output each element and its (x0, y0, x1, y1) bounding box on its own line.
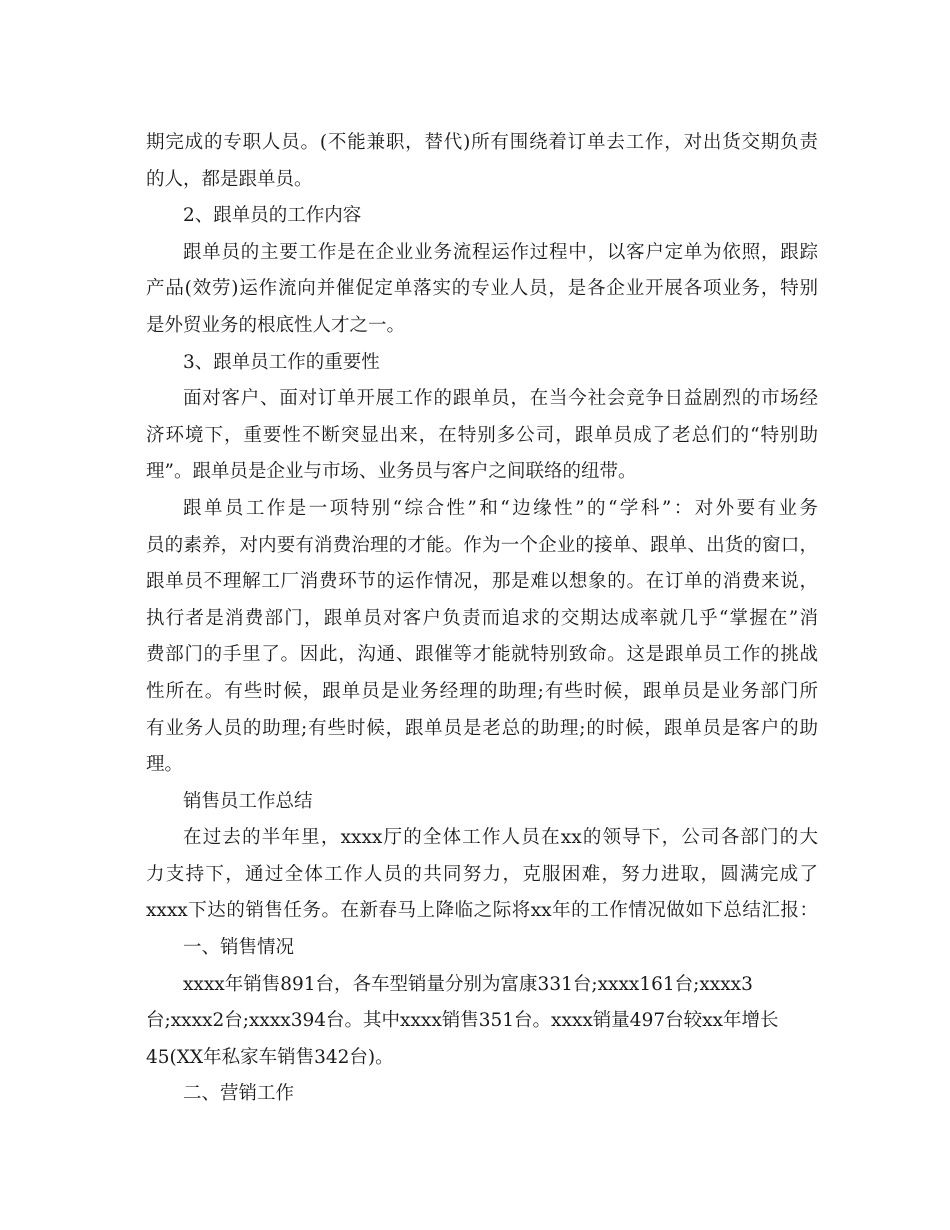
paragraph-line: 有业务人员的助理;有些时候，跟单员是老总的助理;的时候，跟单员是客户的助 (146, 717, 818, 739)
paragraph-line: 费部门的手里了。因此，沟通、跟催等才能就特别致命。这是跟单员工作的挑战 (146, 644, 818, 666)
paragraph-line: 跟单员的主要工作是在企业业务流程运作过程中，以客户定单为依照，跟踪 (183, 241, 818, 263)
paragraph-line: 的人，都是跟单员。 (146, 168, 313, 190)
paragraph-line: 执行者是消费部门，跟单员对客户负责而追求的交期达成率就几乎“掌握在”消 (146, 607, 818, 629)
paragraph-line: xxxx年销售891台，各车型销量分别为富康331台;xxxx161台;xxxx3 (183, 973, 753, 995)
section-heading: 一、销售情况 (183, 937, 295, 959)
paragraph-line: 性所在。有些时候，跟单员是业务经理的助理;有些时候，跟单员是业务部门所 (146, 680, 818, 702)
section-heading: 2、跟单员的工作内容 (183, 205, 362, 227)
paragraph-line: 45(XX年私家车销售342台)。 (146, 1046, 394, 1068)
paragraph-line: 理”。跟单员是企业与市场、业务员与客户之间联络的纽带。 (146, 461, 637, 483)
paragraph-line: 跟单员不理解工厂消费环节的运作情况，那是难以想象的。在订单的消费来说， (146, 571, 818, 593)
paragraph-line: 产品(效劳)运作流向并催促定单落实的专业人员，是各企业开展各项业务，特别 (146, 278, 818, 300)
paragraph-line: 面对客户、面对订单开展工作的跟单员，在当今社会竞争日益剧烈的市场经 (183, 388, 818, 410)
paragraph-line: 台;xxxx2台;xxxx394台。其中xxxx销售351台。xxxx销量497台较xx年增长 (146, 1010, 779, 1032)
paragraph-line: 济环境下，重要性不断突显出来，在特别多公司，跟单员成了老总们的“特别助 (146, 424, 818, 446)
document-body (146, 125, 818, 1113)
section-title: 销售员工作总结 (183, 790, 313, 812)
paragraph-line: 是外贸业务的根底性人才之一。 (146, 314, 406, 336)
section-heading: 二、营销工作 (183, 1083, 295, 1105)
paragraph-line: 理。 (146, 754, 184, 776)
paragraph-line: 在过去的半年里，xxxx厅的全体工作人员在xx的领导下，公司各部门的大 (183, 827, 818, 849)
paragraph-line: xxxx下达的销售任务。在新春马上降临之际将xx年的工作情况做如下总结汇报： (146, 900, 818, 922)
paragraph-line: 力支持下，通过全体工作人员的共同努力，克服困难，努力进取，圆满完成了 (146, 863, 818, 885)
section-heading: 3、跟单员工作的重要性 (183, 351, 380, 373)
paragraph-line: 员的素养，对内要有消费治理的才能。作为一个企业的接单、跟单、出货的窗口， (146, 534, 818, 556)
paragraph-line: 跟单员工作是一项特别“综合性”和“边缘性”的“学科”：对外要有业务 (183, 497, 818, 519)
paragraph-line: 期完成的专职人员。(不能兼职，替代)所有围绕着订单去工作，对出货交期负责 (146, 132, 818, 153)
